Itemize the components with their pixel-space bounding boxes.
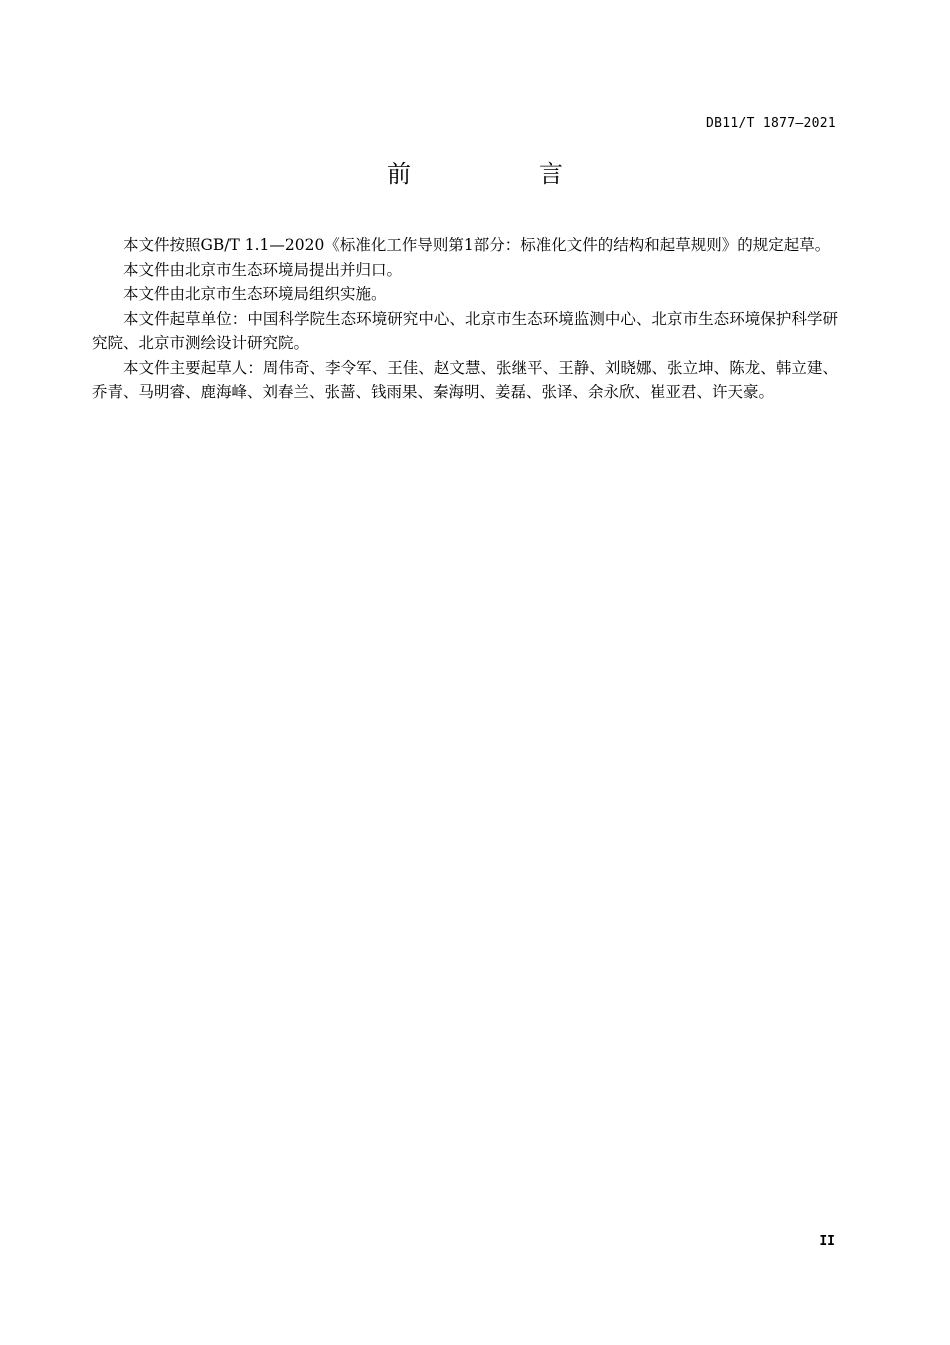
paragraph-drafting-rules: 本文件按照GB/T 1.1—2020《标准化工作导则第1部分：标准化文件的结构和起草规则》的规定起草。 [123,236,831,254]
paragraph-drafters: 本文件主要起草人：周伟奇、李令军、王佳、赵文慧、张继平、王静、刘晓娜、张立坤、陈龙、韩立建、乔青、马明睿、鹿海峰、刘春兰、张蔷、钱雨果、秦海明、姜磊、张译、余永欣、崔亚君、许天豪。 [92,358,838,401]
page-number: II [819,1234,835,1249]
page-title: 前 言 [387,160,615,188]
document-number: DB11/T 1877—2021 [705,116,836,131]
paragraph-implementer: 本文件由北京市生态环境局组织实施。 [123,285,387,303]
foreword-body [92,233,838,405]
paragraph-drafting-units: 本文件起草单位：中国科学院生态环境研究中心、北京市生态环境监测中心、北京市生态环境保护科学研究院、北京市测绘设计研究院。 [92,309,838,352]
paragraph-proposer: 本文件由北京市生态环境局提出并归口。 [123,260,403,279]
